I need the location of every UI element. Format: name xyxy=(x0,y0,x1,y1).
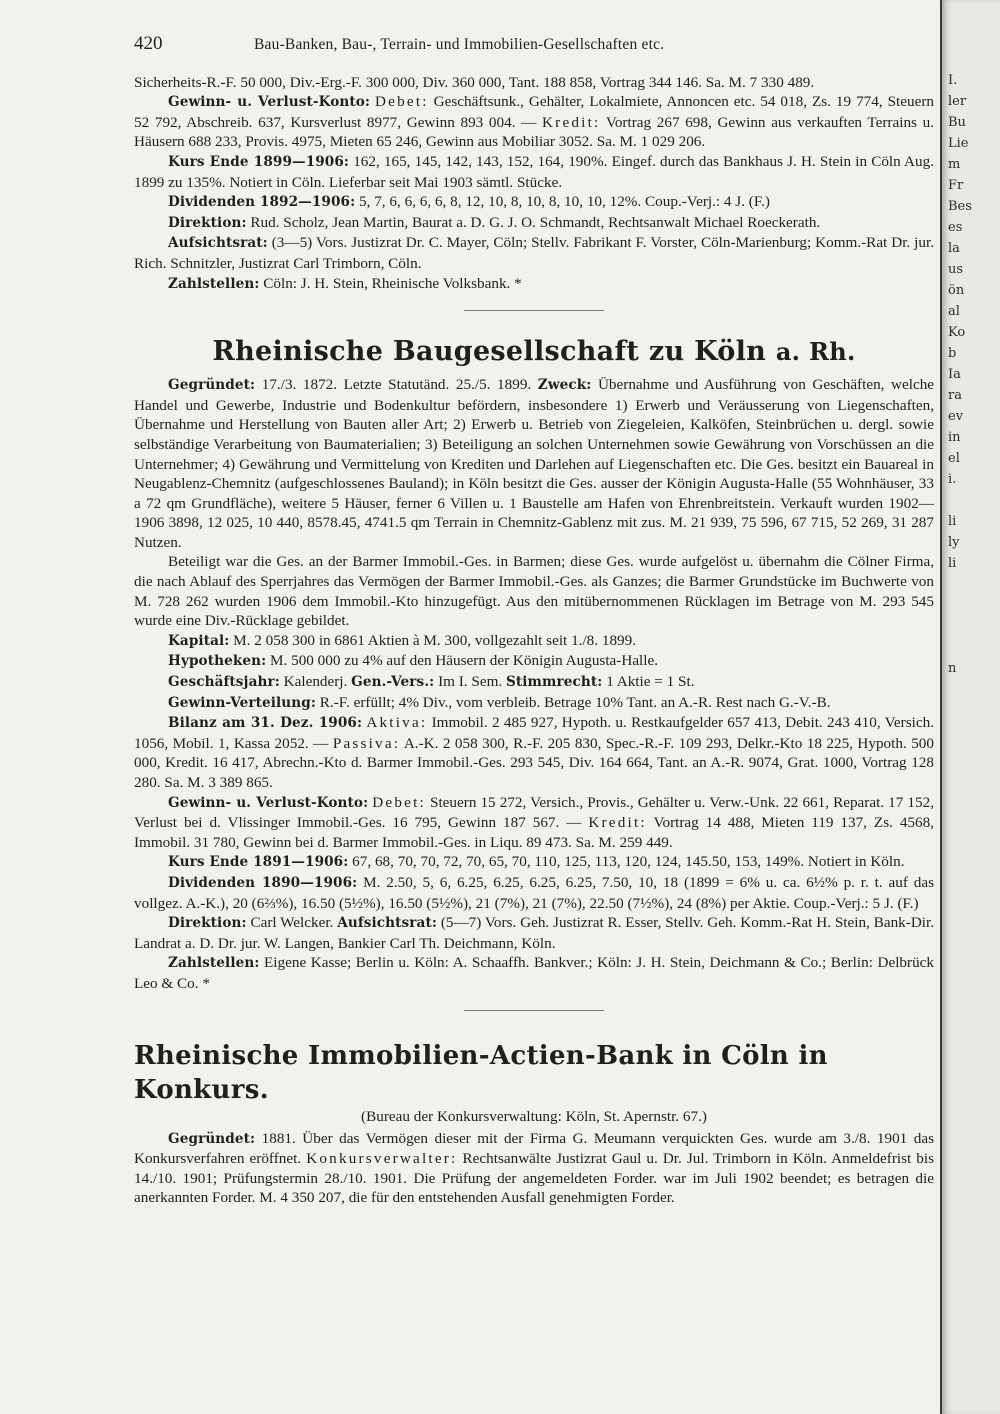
s2-hypotheken: Hypotheken: M. 500 000 zu 4% auf den Häusern der Königin Augusta-Halle. xyxy=(168,652,659,670)
s2-kurs: Kurs Ende 1891—1906: 67, 68, 70, 70, 72, 70, 65, 70, 110, 125, 113, 120, 124, 145.50, 153, 149%. Notiert in Köln. xyxy=(168,853,905,871)
s1-kurs: Kurs Ende 1899—1906: 162, 165, 145, 142, 143, 152, 164, 190%. Eingef. durch das Bankhaus J. H. Stein in Cöln Aug. 1899 zu 135%. Notiert in Cöln. Lieferbar seit Mai 1903 sämtl. Stücke. xyxy=(134,152,934,191)
text-column xyxy=(134,34,934,1208)
s2-geschaeftsjahr: Geschäftsjahr: Kalenderj. Gen.-Vers.: Im I. Sem. Stimmrecht: 1 Aktie = 1 St. xyxy=(168,673,695,691)
s2-direktion-aufsichtsrat: Direktion: Carl Welcker. Aufsichtsrat: (5—7) Vors. Geh. Justizrat R. Esser, Stellv. Geh. Komm.-Rat H. Stein, Bank-Dir. Landrat a. D. Dr. jur. W. Langen, Bankier Carl Th. Deichmann, Köln. xyxy=(134,914,935,952)
opening-line: Sicherheits-R.-F. 50 000, Div.-Erg.-F. 300 000, Div. 360 000, Tant. 188 858, Vortrag 344 146. Sa. M. 7 330 489. xyxy=(134,73,815,91)
s1-zahlstellen: Zahlstellen: Cöln: J. H. Stein, Rheinische Volksbank. * xyxy=(168,274,522,292)
s2-gewinn-verteilung: Gewinn-Verteilung: R.-F. erfüllt; 4% Div., vom verbleib. Betrage 10% Tant. an A.-R. Rest nach G.-V.-B. xyxy=(168,693,831,711)
s1-direktion: Direktion: Rud. Scholz, Jean Martin, Baurat a. D. G. J. O. Schmandt, Rechtsanwalt Michael Roeckerath. xyxy=(168,213,821,231)
running-title: Bau-Banken, Bau-, Terrain- und Immobilien-Gesellschaften etc. xyxy=(254,36,665,53)
page-header xyxy=(134,34,934,55)
section-title-immobilien-bank: Rheinische Immobilien-Actien-Bank in Cöln in Konkurs. xyxy=(134,1040,828,1105)
adjacent-page-gutter xyxy=(940,0,1000,1414)
s3-gegruendet: Gegründet: 1881. Über das Vermögen dieser mit der Firma G. Meumann verquickten Ges. wurde am 3./8. 1901 das Konkursverfahren eröffnet. Konkursverwalter: Rechtsanwälte Justizrat Gaul u. Dr. Jul. Trimborn in Köln. Anmeldefrist bis 14./10. 1901; Prüfungstermin 28./10. 1901. Die Prüfung der angemeldeten Forder. war im Juli 1902 beendet; es betragen die anerkannten Forder. M. 4 350 207, die für den entstehenden Ausfall genehmigten Forder. xyxy=(134,1129,935,1207)
s1-dividenden: Dividenden 1892—1906: 5, 7, 6, 6, 6, 6, 8, 12, 10, 8, 10, 8, 10, 10, 12%. Coup.-Verj.: 4 J. (F.) xyxy=(168,193,770,211)
section-title-baugesellschaft: Rheinische Baugesellschaft zu Köln a. Rh. xyxy=(212,336,856,368)
s2-gewinn-verlust: Gewinn- u. Verlust-Konto: Debet: Steuern 15 272, Versich., Provis., Gehälter u. Verw.-Unk. 22 661, Reparat. 17 152, Verlust bei d. Vlissinger Immobil.-Ges. 16 795, Gewinn 187 567. — Kredit: Vortrag 14 488, Mieten 119 137, Zs. 4568, Immobil. 31 780, Gewinn bei d. Barmer Immobil.-Ges. in Liqu. 89 473. Sa. M. 259 449. xyxy=(134,793,935,851)
s2-gegruendet-zweck: Gegründet: 17./3. 1872. Letzte Statutänd. 25./5. 1899. Zweck: Übernahme und Ausführung von Geschäften, welche Handel und Gewerbe, Industrie und Bodenkultur befördern, insbesondere 1) Erwerb und Veräusserung von Liegenschaften, Übernahme und Herstellung von Bauten aller Art; 2) Erwerb u. Betrieb von Ziegeleien, Kalköfen, Steinbrüchen u. dergl. sowie selbständige Verarbeitung von Baumaterialien; 3) Beteiligung an solchen Unternehmen sowie Gewährung von Vorschüssen an die Unternehmer; 4) Gewährung und Vermittelung von Krediten und Darlehen auf Liegenschaften etc. Die Ges. besitzt ein Bauareal in Neugablenz-Chemnitz (aufgeschlossenes Bauland); in Köln besitzt die Ges. ausser der Königin Augusta-Halle (55 Wohnhäuser, 33 a 72 qm Grundfläche), weitere 5 Häuser, ferner 6 Villen u. 1 Baustelle am Hafen von Ehrenbreitstein. Verkauft wurden 1902—1906 3898, 12 025, 10 440, 8578.45, 4741.5 qm Terrain in Chemnitz-Gablenz mit zus. M. 21 939, 75 596, 67 715, 52 269, 31 287 Nutzen. xyxy=(134,376,935,551)
section-subtitle: (Bureau der Konkursverwaltung: Köln, St. Apernstr. 67.) xyxy=(361,1107,707,1125)
s2-dividenden: Dividenden 1890—1906: M. 2.50, 5, 6, 6.25, 6.25, 6.25, 6.25, 7.50, 10, 18 (1899 = 6% u. ca. 6½% p. r. t. auf das vollgez. A.-K.), 20 (6⅔%), 16.50 (5½%), 16.50 (5½%), 21 (7%), 21 (7%), 22.50 (7½%), 24 (8%) per Aktie. Coup.-Verj.: 5 J. (F.) xyxy=(134,873,935,912)
s2-bilanz: Bilanz am 31. Dez. 1906: Aktiva: Immobil. 2 485 927, Hypoth. u. Restkaufgelder 657 413, Debit. 243 410, Versich. 1056, Mobil. 1, Kassa 2052. — Passiva: A.-K. 2 058 300, R.-F. 205 830, Spec.-R.-F. 109 293, Delkr.-Kto 18 225, Hypoth. 500 000, Kredit. 16 417, Abrechn.-Kto d. Barmer Immobil.-Ges. 293 545, Div. 164 664, Tant. an A.-R. 9074, Grat. 1000, Vortrag 128 280. Sa. M. 3 389 865. xyxy=(134,714,934,791)
s2-zahlstellen: Zahlstellen: Eigene Kasse; Berlin u. Köln: A. Schaaffh. Bankver.; Köln: J. H. Stein, Deichmann & Co.; Berlin: Delbrück Leo & Co. * xyxy=(134,954,934,992)
page-number: 420 xyxy=(134,33,163,54)
s1-aufsichtsrat: Aufsichtsrat: (3—5) Vors. Justizrat Dr. C. Mayer, Cöln; Stellv. Fabrikant F. Vorster, Cöln-Marienburg; Komm.-Rat Dr. jur. Rich. Schnitzler, Justizrat Carl Trimborn, Cöln. xyxy=(134,234,935,272)
s1-gewinn-verlust: Gewinn- u. Verlust-Konto: Debet: Geschäftsunk., Gehälter, Lokalmiete, Annoncen etc. 54 018, Zs. 19 774, Steuern 52 792, Abschreib. 637, Kursverlust 8977, Gewinn 893 004. — Kredit: Vortrag 267 698, Gewinn aus verkauften Terrains u. Häusern 688 233, Provis. 4975, Mieten 65 246, Gewinn aus Mobiliar 3052. Sa. M. 1 029 206. xyxy=(134,93,935,151)
s2-kapital: Kapital: M. 2 058 300 in 6861 Aktien à M. 300, vollgezahlt seit 1./8. 1899. xyxy=(168,631,637,649)
adjacent-page-fragments: I. ler Bu Lie m Fr Bes es la us ön al Ko b Ia ra ev in el i. li ly li n xyxy=(948,73,972,676)
s2-beteiligt: Beteiligt war die Ges. an der Barmer Immobil.-Ges. in Barmen; diese Ges. wurde aufgelöst u. übernahm die Cölner Firma, die nach Ablauf des Sperrjahres das Vermögen der Barmer Immobil.-Ges. als Ganzes; die Barmer Grundstücke im Buchwerte von M. 728 262 wurden 1906 dem Immobil.-Kto hinzugefügt. Aus den mitübernommenen Rücklagen im Betrage von M. 293 545 wurde eine Div.-Rücklage gebildet. xyxy=(134,553,934,630)
